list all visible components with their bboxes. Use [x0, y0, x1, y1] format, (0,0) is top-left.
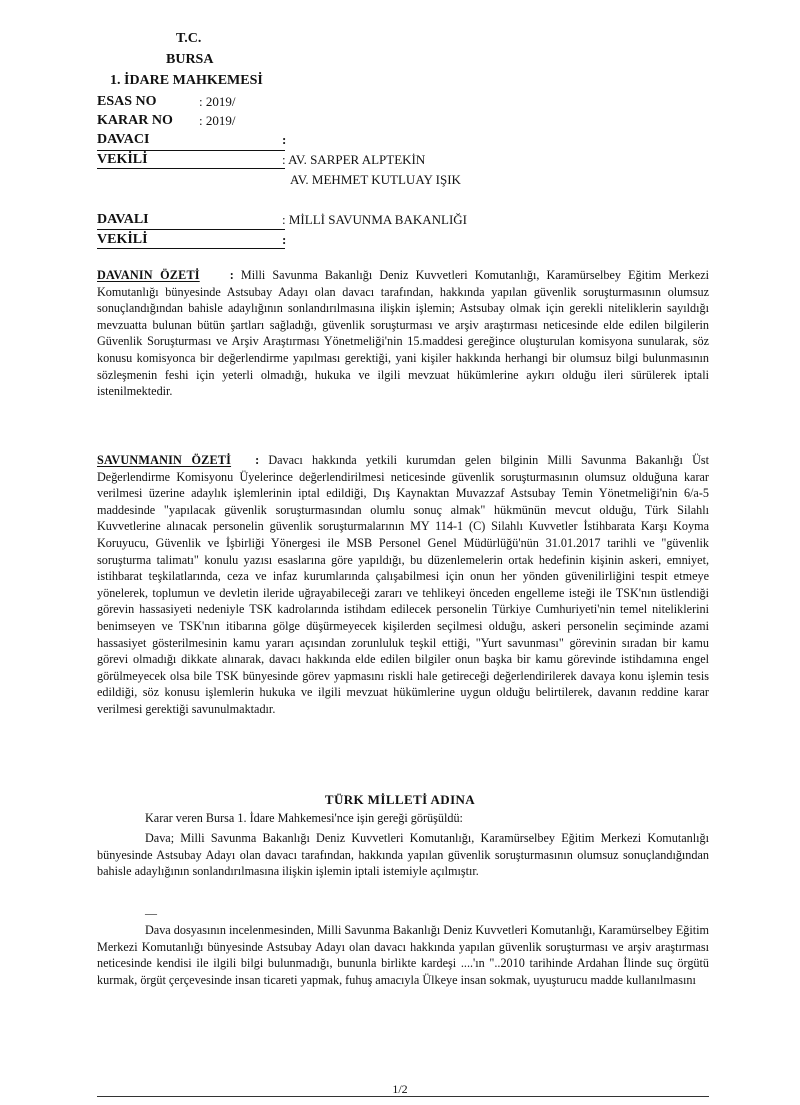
header-tc: T.C.	[176, 31, 202, 46]
davali-underline	[97, 229, 285, 230]
davanin-ozeti-paragraph	[97, 267, 709, 400]
separator-dash: —	[145, 906, 157, 920]
vekili-value-1: : AV. SARPER ALPTEKİN	[282, 152, 426, 167]
savunmanin-ozeti-label: SAVUNMANIN ÖZETİ	[97, 453, 232, 467]
karar-no-value: : 2019/	[199, 113, 236, 128]
savunmanin-ozeti-paragraph	[97, 452, 709, 718]
davali-label: DAVALI	[97, 212, 149, 227]
footer-rule	[97, 1096, 709, 1097]
header-city: BURSA	[166, 52, 214, 67]
page-number: 1/2	[392, 1082, 408, 1096]
vekili-value-2: AV. MEHMET KUTLUAY IŞIK	[290, 172, 461, 187]
esas-no-label: ESAS NO	[97, 94, 157, 109]
decision-title: TÜRK MİLLETİ ADINA	[324, 792, 476, 807]
davali-vekili-value: :	[282, 232, 287, 247]
decision-dava-paragraph: Dava; Milli Savunma Bakanlığı Deniz Kuvvetleri Komutanlığı, Karamürselbey Eğitim Merkezi Komutanlığı bünyesinde Astsubay Adayı olan davacı tarafından, hakkında yapılan güvenlik soruşturmasının olumsuz sonuçlandığından bahisle adaylığının sonlandırılmasına ilişkin işlemin iptali istemiyle açılmıştır.	[97, 831, 709, 879]
davanin-ozeti-colon: :	[229, 268, 234, 282]
vekili-underline	[97, 168, 285, 169]
decision-incelenmesi-paragraph: Dava dosyasının incelenmesinden, Milli Savunma Bakanlığı Deniz Kuvvetleri Komutanlığı, Karamürselbey Eğitim Merkezi Komutanlığı bünyesinde Astsubay Adayı olan davacı hakkında yapılan güvenlik soruşturması ve arşiv araştırması neticesinde kendisi ile ilgili bilgi bulunmadığı, bununla birlikte kardeşi ....'ın "..2010 tarihinde Ardahan İlinde suç örgütü kurmak, örgüt çerçevesinde insan ticareti yapmak, fuhuş amacıyla Ülkeye insan sokmak, uyuşturucu madde kullanılmasını	[97, 923, 709, 987]
savunmanin-ozeti-colon: :	[255, 453, 260, 467]
davaci-label: DAVACI	[97, 132, 150, 147]
decision-intro: Karar veren Bursa 1. İdare Mahkemesi'nce işin gereği görüşüldü:	[145, 811, 463, 825]
davaci-underline	[97, 150, 285, 151]
davali-vekili-label: VEKİLİ	[97, 232, 148, 247]
davali-value: : MİLLİ SAVUNMA BAKANLIĞI	[282, 212, 468, 227]
davali-vekili-underline	[97, 248, 285, 249]
davaci-value: :	[282, 132, 287, 147]
vekili-label: VEKİLİ	[97, 152, 148, 167]
karar-no-label: KARAR NO	[97, 113, 173, 128]
davanin-ozeti-text: Milli Savunma Bakanlığı Deniz Kuvvetleri Komutanlığı, Karamürselbey Eğitim Merkezi Komutanlığı bünyesinde Astsubay Adayı olan davacı tarafından, hakkında yapılan güvenlik soruşturmasının olumsuz sonuçlandığından bahisle adaylığının sonlandırılmasına ilişkin işlemin; Astsubay olmak için gerekli niteliklerin sayıldığı mevzuatta bulunan bütün şartları sağladığı, güvenlik soruşturması ve arşiv araştırması neticesinde elde edilen bilgilerin Güvenlik Soruşturması ve Arşiv Araştırması Yönetmeliği'nin 15.maddesi gereğince oluşturulan komisyona sunularak, söz konusu komisyonca bir değerlendirme yapılması gerektiği, yani kişiler hakkında herhangi bir olumsuz bilgi bulunmasının sözleşmenin feshi için yeterli olmadığı, hukuka ve ilgili mevzuat hükümlerine aykırı olduğu ileri sürülerek iptali istenilmektedir.	[97, 268, 709, 399]
esas-no-value: : 2019/	[199, 94, 236, 109]
davanin-ozeti-label: DAVANIN ÖZETİ	[97, 268, 200, 282]
header-court: 1. İDARE MAHKEMESİ	[110, 73, 263, 88]
savunmanin-ozeti-text: Davacı hakkında yetkili kurumdan gelen bilginin Milli Savunma Bakanlığı Üst Değerlendirme Komisyonu Üyelerince değerlendirilmesi neticesinde güvenlik soruşturmasının olumsuz olduğuna karar verilmesi üzerine adaylık işlemlerinin iptal edildiği, Dış Kaynaktan Muvazzaf Astsubay Temin Yönetmeliği'nin 6/a-5 maddesinde "yapılacak güvenlik soruşturmasından olumlu sonuç almak" hükmünün mevcut olduğu, Türk Silahlı Kuvvetlerine alınacak personelin güvenlik soruşturmalarının MY 114-1 (C) Silahlı Kuvvetler İstihbarata Karşı Koyma Koruyucu, Güvenlik ve İşbirliği Yönergesi ile MSB Personel Genel Müdürlüğü'nün 31.01.2017 tarihli ve "güvenlik soruşturma talimatı" konulu yazısı esaslarına göre yapıldığı, bu düzenlemelerin ortak hedefinin kişinin askeri, emniyet, istihbarat teşkilatlarında, ceza ve infaz kurumlarında çalışabilmesi için onun her yönden güvenilirliğini tespit etmeye yönelerek, toplumun ve devletin ileride uğrayabileceği zararı ve tehlikeyi önceden engelleme isteği ile TSK'nın üstlendiği görevin hassasiyeti nedeniyle TSK kadrolarında istihdam edilecek personelin Türkiye Cumhuriyeti'nin temel niteliklerini benimseyen ve TSK'nın itibarına gölge düşürmeyecek kişilerden seçilmesi olduğu, askeri personelin seçiminde azami hassasiyet gösterilmesinin kamu yararı açısından zorunluluk teşkil ettiği, "Yurt savunması" görevinin sıradan bir kamu görevi olmadığı dikkate alınarak, davacı hakkında elde edilen bilgiler onun başka bir kamu görevinde istihdamına engel görülmeyecek olsa bile TSK bünyesinde görev yapmasını riskli hale getireceği değerlendirilerek davaya konu işlemin tesis edildiği, söz konusu işlemlerin hukuka ve ilgili mevzuat hükümlerine uygun olduğu belirtilerek, davanın reddine karar verilmesi gerektiği savunulmaktadır.	[97, 453, 710, 716]
